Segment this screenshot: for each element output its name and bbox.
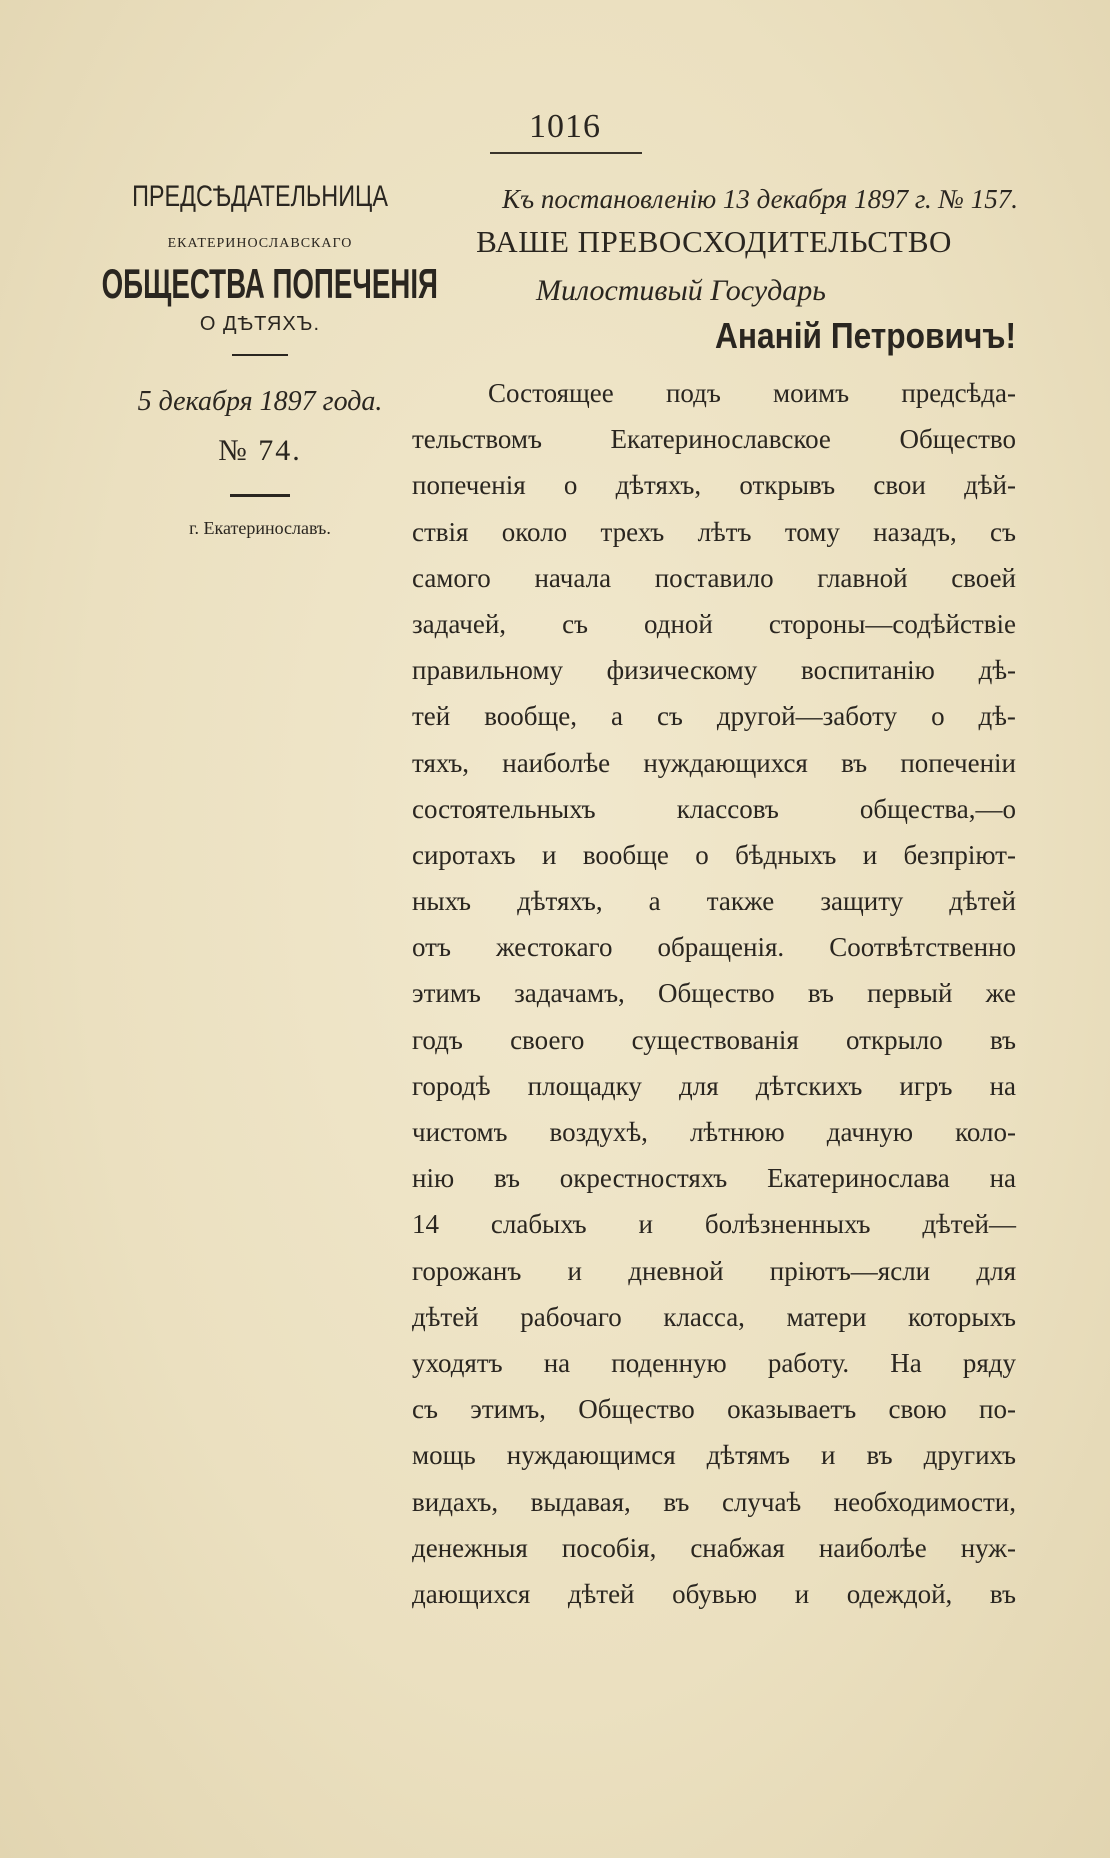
letterhead-city-adjective: ЕКАТЕРИНОСЛАВСКАГО <box>167 236 353 251</box>
letter-city: г. Екатеринославъ. <box>189 518 331 538</box>
body-line: тельствомъ Екатеринославское Общество <box>412 424 1016 455</box>
body-line: съ этимъ, Общество оказываетъ свою по- <box>412 1394 1016 1425</box>
body-line: уходятъ на поденную работу. На ряду <box>412 1347 1016 1378</box>
body-line: горожанъ и дневной пріютъ—ясли для <box>412 1255 1016 1286</box>
letter-body-column <box>412 182 1016 1617</box>
body-line: попеченія о дѣтяхъ, открывъ свои дѣй- <box>412 470 1016 501</box>
body-line: Состоящее подъ моимъ предсѣда- <box>488 378 1016 408</box>
body-line: видахъ, выдавая, въ случаѣ необходимости, <box>412 1486 1016 1517</box>
page-number-rule <box>490 152 642 154</box>
body-line: 14 слабыхъ и болѣзненныхъ дѣтей— <box>412 1209 1016 1240</box>
body-line: состоятельныхъ классовъ общества,—о <box>412 793 1016 824</box>
letter-greeting: ВАШЕ ПРЕВОСХОДИТЕЛЬСТВО <box>476 224 952 259</box>
letter-date: 5 декабря 1897 года. <box>137 386 383 417</box>
letterhead-title: ПРЕДСѢДАТЕЛЬНИЦА <box>132 180 388 213</box>
body-line: нію въ окрестностяхъ Екатеринослава на <box>412 1163 1016 1194</box>
body-line: годъ своего существованія открыло въ <box>412 1024 1016 1055</box>
body-line: самого начала поставило главной своей <box>412 562 1016 593</box>
letterhead-society-name: ОБЩЕСТВА ПОПЕЧЕНІЯ <box>101 260 438 307</box>
body-line: этимъ задачамъ, Общество въ первый же <box>412 978 1016 1009</box>
body-line: городѣ площадку для дѣтскихъ игръ на <box>412 1070 1016 1101</box>
body-line: денежныя пособія, снабжая наиболѣе нуж- <box>412 1532 1016 1563</box>
body-line: чистомъ воздухѣ, лѣтнюю дачную коло- <box>412 1117 1016 1147</box>
body-line: тей вообще, а съ другой—заботу о дѣ- <box>412 701 1016 732</box>
body-line: дѣтей рабочаго класса, матери которыхъ <box>412 1301 1016 1332</box>
body-line: ствія около трехъ лѣтъ тому назадъ, съ <box>412 516 1016 547</box>
body-line: мощь нуждающимся дѣтямъ и въ другихъ <box>412 1440 1016 1471</box>
page-number: 1016 <box>529 108 601 145</box>
body-line: дающихся дѣтей обувью и одеждой, въ <box>412 1578 1016 1609</box>
body-line: правильному физическому воспитанію дѣ- <box>412 655 1016 686</box>
letterhead-divider <box>232 354 288 356</box>
body-line: сиротахъ и вообще о бѣдныхъ и безпріют- <box>412 839 1016 870</box>
letter-number: № 74. <box>218 434 302 467</box>
letterhead-society-subject: О ДѢТЯХЪ. <box>199 313 321 335</box>
letter-reference: Къ постановленію 13 декабря 1897 г. № 157. <box>502 184 1018 214</box>
letter-salutation: Милостивый Государь <box>536 274 826 307</box>
letter-addressee: Ананій Петровичъ! <box>714 315 1016 356</box>
body-line: ныхъ дѣтяхъ, а также защиту дѣтей <box>412 886 1016 917</box>
letterhead-column <box>100 180 438 539</box>
letter-number-rule <box>230 494 290 497</box>
body-line: задачей, съ одной стороны—содѣйствіе <box>412 608 1016 639</box>
body-line: тяхъ, наиболѣе нуждающихся въ попеченіи <box>412 747 1016 778</box>
body-line: отъ жестокаго обращенія. Соотвѣтственно <box>412 932 1016 963</box>
letter-body <box>412 370 1016 1617</box>
